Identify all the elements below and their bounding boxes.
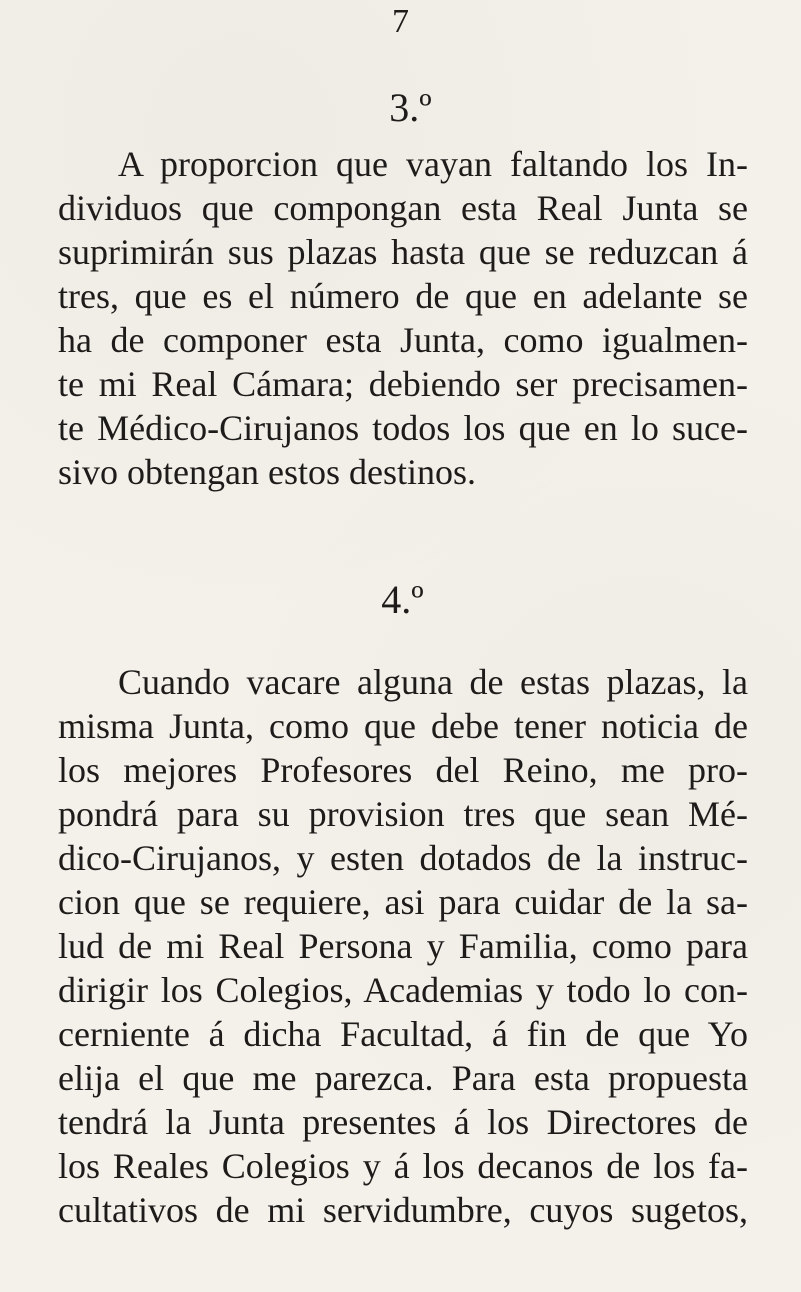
text-line: cerniente á dicha Facultad, á fin de que Yo xyxy=(58,1014,748,1054)
text-line: tendrá la Junta presentes á los Directores de xyxy=(58,1102,748,1142)
text-line: ha de componer esta Junta, como igualmen- xyxy=(58,320,748,360)
text-line: dico-Cirujanos, y esten dotados de la instruc- xyxy=(58,838,748,878)
text-line: suprimirán sus plazas hasta que se reduzcan á xyxy=(58,232,748,272)
text-line: te mi Real Cámara; debiendo ser precisamen- xyxy=(58,364,748,404)
text-line: lud de mi Real Persona y Familia, como para xyxy=(58,926,748,966)
paragraph-section-3 xyxy=(58,142,748,494)
text-line: A proporcion que vayan faltando los In- xyxy=(118,144,748,184)
text-line: cultativos de mi servidumbre, cuyos sugetos, xyxy=(58,1190,748,1230)
text-line: Cuando vacare alguna de estas plazas, la xyxy=(118,662,748,702)
section-number-4: 4.º xyxy=(381,577,424,622)
text-line: dividuos que compongan esta Real Junta se xyxy=(58,188,748,228)
text-line: elija el que me parezca. Para esta propuesta xyxy=(58,1058,748,1098)
text-line: misma Junta, como que debe tener noticia de xyxy=(58,706,748,746)
section-number-3: 3.º xyxy=(389,85,432,130)
paragraph-section-4 xyxy=(58,660,748,1232)
page-number: 7 xyxy=(392,3,409,40)
text-line: dirigir los Colegios, Academias y todo lo con- xyxy=(58,970,748,1010)
text-line: los mejores Profesores del Reino, me pro- xyxy=(58,750,748,790)
text-line: los Reales Colegios y á los decanos de los fa- xyxy=(58,1146,748,1186)
text-line: tres, que es el número de que en adelante se xyxy=(58,276,748,316)
text-line: sivo obtengan estos destinos. xyxy=(58,452,476,492)
text-line: cion que se requiere, asi para cuidar de la sa- xyxy=(58,882,748,922)
text-line: pondrá para su provision tres que sean Mé- xyxy=(58,794,748,834)
text-line: te Médico-Cirujanos todos los que en lo suce- xyxy=(58,408,748,448)
